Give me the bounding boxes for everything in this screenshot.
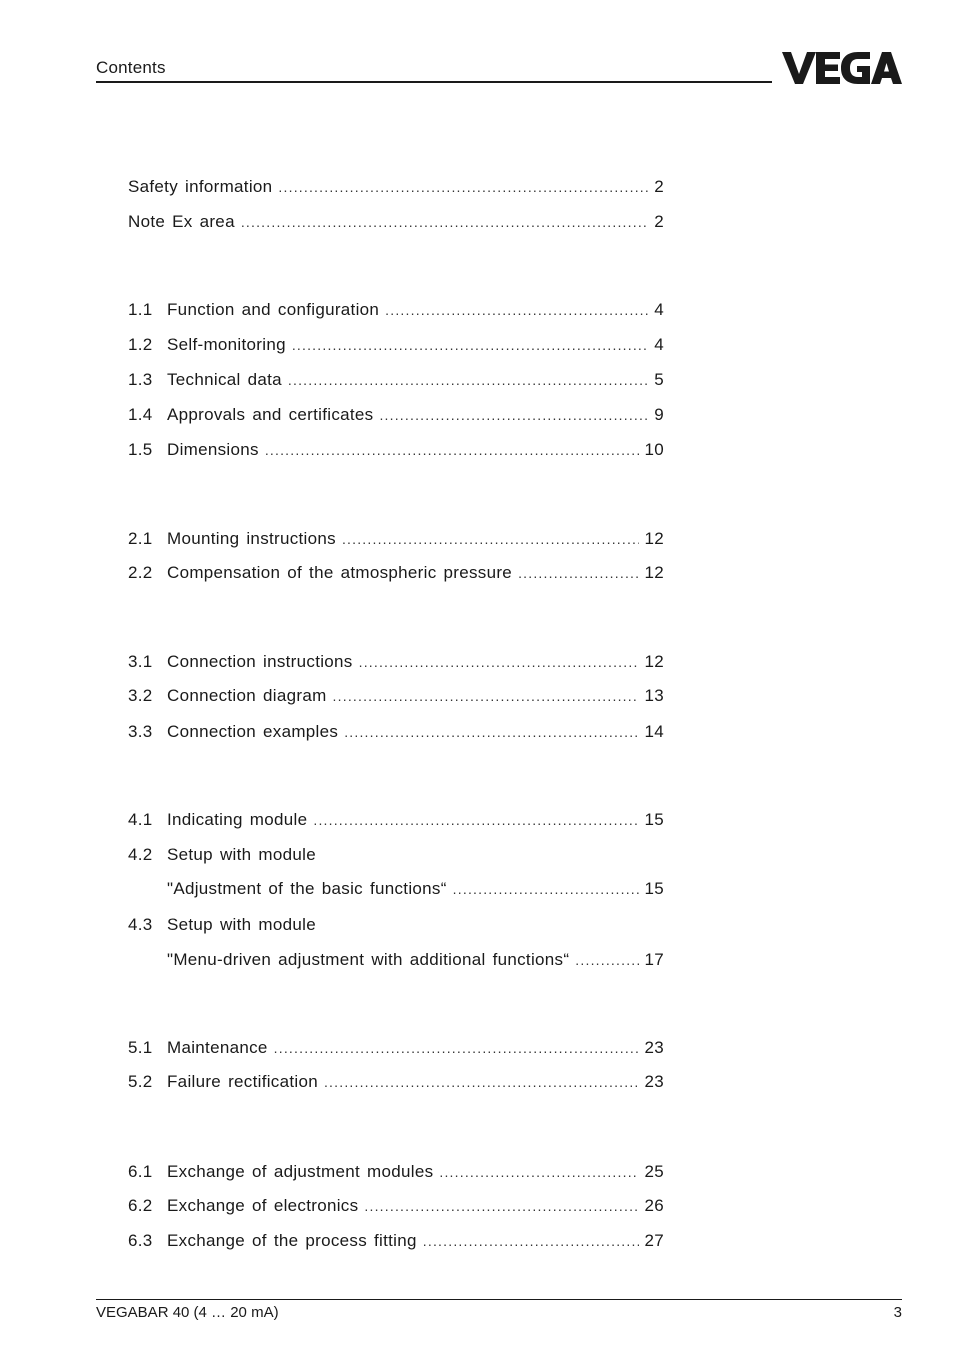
toc-entry-1-2[interactable] (128, 335, 664, 359)
toc-entry-2-1[interactable] (128, 529, 664, 553)
toc-entry-number: 1.5 (128, 440, 153, 459)
toc-entry-page: 17 (644, 950, 664, 969)
toc-entry-1-1[interactable] (128, 300, 664, 324)
toc-dot-leader (333, 688, 640, 704)
toc-entry-title: "Menu-driven adjustment with additional functions“ (167, 950, 570, 969)
toc-entry-title: Technical data (167, 370, 282, 389)
toc-dot-leader (324, 1074, 640, 1090)
toc-entry-page: 9 (654, 405, 664, 424)
toc-entry-page: 12 (644, 529, 664, 548)
toc-entry-1-5[interactable] (128, 440, 664, 464)
toc-dot-leader (278, 179, 649, 195)
header-rule (96, 81, 772, 83)
toc-entry-note-ex-area[interactable] (128, 212, 664, 236)
toc-entry-page: 25 (644, 1162, 664, 1181)
toc-entry-page: 4 (654, 335, 664, 354)
toc-dot-leader (292, 337, 649, 353)
toc-entry-1-3[interactable] (128, 370, 664, 394)
toc-entry-page: 14 (644, 722, 664, 741)
toc-entry-5-2[interactable] (128, 1072, 664, 1096)
toc-entry-title: Connection instructions (167, 652, 353, 671)
toc-entry-number: 4.1 (128, 810, 153, 829)
toc-entry-title: Indicating module (167, 810, 308, 829)
toc-entry-page: 12 (644, 652, 664, 671)
toc-entry-title: Compensation of the atmospheric pressure (167, 563, 513, 582)
toc-entry-4-3[interactable] (128, 915, 664, 939)
toc-entry-title: Exchange of the process fitting (167, 1231, 417, 1250)
footer-page-number: 3 (893, 1304, 902, 1321)
toc-dot-leader (265, 442, 640, 458)
toc-entry-4-3-continued[interactable] (128, 950, 664, 974)
toc-entry-title: "Adjustment of the basic functions“ (167, 879, 447, 898)
toc-dot-leader (364, 1198, 639, 1214)
toc-entry-page: 2 (654, 212, 664, 231)
toc-entry-title: Self-monitoring (167, 335, 286, 354)
toc-dot-leader (274, 1040, 640, 1056)
toc-entry-title: Mounting instructions (167, 529, 336, 548)
vega-logo (782, 52, 902, 84)
toc-entry-2-2[interactable] (128, 563, 664, 587)
toc-entry-safety-information[interactable] (128, 177, 664, 201)
toc-dot-leader (344, 724, 639, 740)
toc-entry-page: 12 (644, 563, 664, 582)
toc-entry-4-1[interactable] (128, 810, 664, 834)
footer-document-title: VEGABAR 40 (4 … 20 mA) (96, 1304, 279, 1321)
toc-entry-page: 4 (654, 300, 664, 319)
toc-entry-title: Function and configuration (167, 300, 380, 319)
toc-entry-number: 3.1 (128, 652, 153, 671)
toc-entry-6-2[interactable] (128, 1196, 664, 1220)
toc-entry-6-3[interactable] (128, 1231, 664, 1255)
toc-dot-leader (313, 812, 639, 828)
toc-entry-3-2[interactable] (128, 686, 664, 710)
toc-entry-number: 2.1 (128, 529, 153, 548)
toc-entry-number: 6.3 (128, 1231, 153, 1250)
toc-entry-title: Safety information (128, 177, 273, 196)
toc-dot-leader (453, 881, 640, 897)
toc-entry-number: 1.1 (128, 300, 153, 319)
toc-entry-4-2-continued[interactable] (128, 879, 664, 903)
toc-entry-title: Connection examples (167, 722, 339, 741)
toc-dot-leader (342, 531, 640, 547)
toc-entry-page: 5 (654, 370, 664, 389)
toc-dot-leader (241, 214, 649, 230)
toc-entry-number: 3.2 (128, 686, 153, 705)
toc-entry-number: 5.2 (128, 1072, 153, 1091)
toc-entry-page: 26 (644, 1196, 664, 1215)
toc-entry-number: 1.4 (128, 405, 153, 424)
page-header-title: Contents (96, 58, 166, 77)
toc-entry-number: 4.3 (128, 915, 153, 934)
toc-entry-page: 27 (644, 1231, 664, 1250)
toc-entry-4-2[interactable] (128, 845, 664, 869)
toc-dot-leader (288, 372, 649, 388)
toc-dot-leader (575, 952, 639, 968)
toc-entry-number: 1.3 (128, 370, 153, 389)
toc-dot-leader (423, 1233, 640, 1249)
toc-entry-number: 3.3 (128, 722, 153, 741)
toc-entry-page: 2 (654, 177, 664, 196)
toc-entry-5-1[interactable] (128, 1038, 664, 1062)
toc-entry-page: 13 (644, 686, 664, 705)
toc-dot-leader (359, 654, 640, 670)
toc-entry-number: 4.2 (128, 845, 153, 864)
toc-entry-title: Maintenance (167, 1038, 268, 1057)
toc-entry-page: 23 (644, 1072, 664, 1091)
toc-entry-page: 15 (644, 810, 664, 829)
toc-entry-3-3[interactable] (128, 722, 664, 746)
toc-entry-title: Connection diagram (167, 686, 327, 705)
toc-entry-title: Setup with module (167, 915, 316, 934)
toc-dot-leader (439, 1164, 639, 1180)
toc-entry-number: 6.1 (128, 1162, 153, 1181)
toc-entry-title: Failure rectification (167, 1072, 318, 1091)
toc-dot-leader (518, 565, 639, 581)
footer-rule (96, 1299, 902, 1300)
toc-entry-number: 2.2 (128, 563, 153, 582)
toc-entry-number: 6.2 (128, 1196, 153, 1215)
toc-entry-1-4[interactable] (128, 405, 664, 429)
toc-dot-leader (385, 302, 649, 318)
toc-entry-title: Setup with module (167, 845, 316, 864)
toc-entry-number: 5.1 (128, 1038, 153, 1057)
toc-entry-page: 10 (644, 440, 664, 459)
toc-entry-title: Exchange of adjustment modules (167, 1162, 434, 1181)
toc-entry-number: 1.2 (128, 335, 153, 354)
toc-entry-title: Approvals and certificates (167, 405, 374, 424)
toc-entry-page: 15 (644, 879, 664, 898)
toc-entry-6-1[interactable] (128, 1162, 664, 1186)
toc-dot-leader (379, 407, 649, 423)
toc-entry-3-1[interactable] (128, 652, 664, 676)
toc-entry-title: Exchange of electronics (167, 1196, 359, 1215)
toc-entry-title: Dimensions (167, 440, 259, 459)
toc-entry-title: Note Ex area (128, 212, 235, 231)
toc-entry-page: 23 (644, 1038, 664, 1057)
